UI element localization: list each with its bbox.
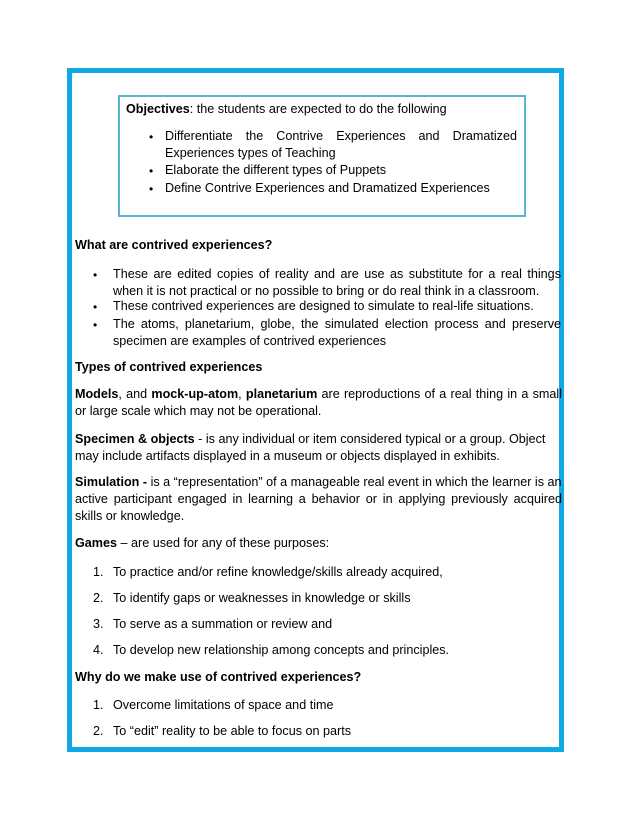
bullet: • [93,318,98,332]
games-item-2: To identify gaps or weaknesses in knowledge or skills [113,591,411,605]
simulation-paragraph-end: skills or knowledge. [75,509,185,523]
simulation-paragraph: Simulation - is a “representation” of a manageable real event in which the learner is an [75,475,562,489]
contrived-bullet-1-cont: when it is not practical or no possible to bring or do real think in a classroom. [113,284,540,298]
why-item-1: Overcome limitations of space and time [113,698,334,712]
contrived-bullet-2: These contrived experiences are designed to simulate to real-life situations. [113,299,534,313]
objective-item-3: Define Contrive Experiences and Dramatized Experiences [165,181,490,195]
games-item-4: To develop new relationship among concepts and principles. [113,643,450,657]
bullet: • [149,182,154,196]
games-paragraph: Games – are used for any of these purposes: [75,536,330,550]
bullet: • [149,164,154,178]
models-paragraph-cont: or large scale which may not be operational. [75,404,322,418]
bullet: • [149,130,154,144]
specimen-paragraph: Specimen & objects - is any individual or item considered typical or a group. Object [75,432,546,446]
contrived-bullet-3-cont: specimen are examples of contrived experiences [113,334,387,348]
contrived-bullet-1: These are edited copies of reality and are use as substitute for a real things [113,267,561,281]
contrived-bullet-3: The atoms, planetarium, globe, the simulated election process and preserve [113,317,561,331]
objectives-line [126,101,447,118]
list-number: 1. [93,565,104,579]
objectives-intro: : the students are expected to do the following [189,102,447,116]
objectives-heading: Objectives [126,102,190,116]
specimen-paragraph-cont: may include artifacts displayed in a museum or objects displayed in exhibits. [75,449,500,463]
list-number: 4. [93,643,104,657]
list-number: 1. [93,698,104,712]
why-heading: Why do we make use of contrived experiences? [75,670,362,684]
contrived-heading: What are contrived experiences? [75,238,273,252]
simulation-paragraph-cont: active participant engaged in learning a behavior or in applying previously acquired [75,492,562,506]
bullet: • [93,300,98,314]
list-number: 2. [93,591,104,605]
objective-item-2: Elaborate the different types of Puppets [165,163,387,177]
models-paragraph: Models, and mock-up-atom, planetarium are reproductions of a real thing in a small [75,387,562,401]
games-item-1: To practice and/or refine knowledge/skills already acquired, [113,565,443,579]
types-heading: Types of contrived experiences [75,360,263,374]
games-item-3: To serve as a summation or review and [113,617,333,631]
why-item-2: To “edit” reality to be able to focus on parts [113,724,352,738]
objective-item-1: Differentiate the Contrive Experiences and Dramatized [165,129,517,143]
objective-item-1-cont: Experiences types of Teaching [165,146,336,160]
list-number: 3. [93,617,104,631]
bullet: • [93,268,98,282]
list-number: 2. [93,724,104,738]
